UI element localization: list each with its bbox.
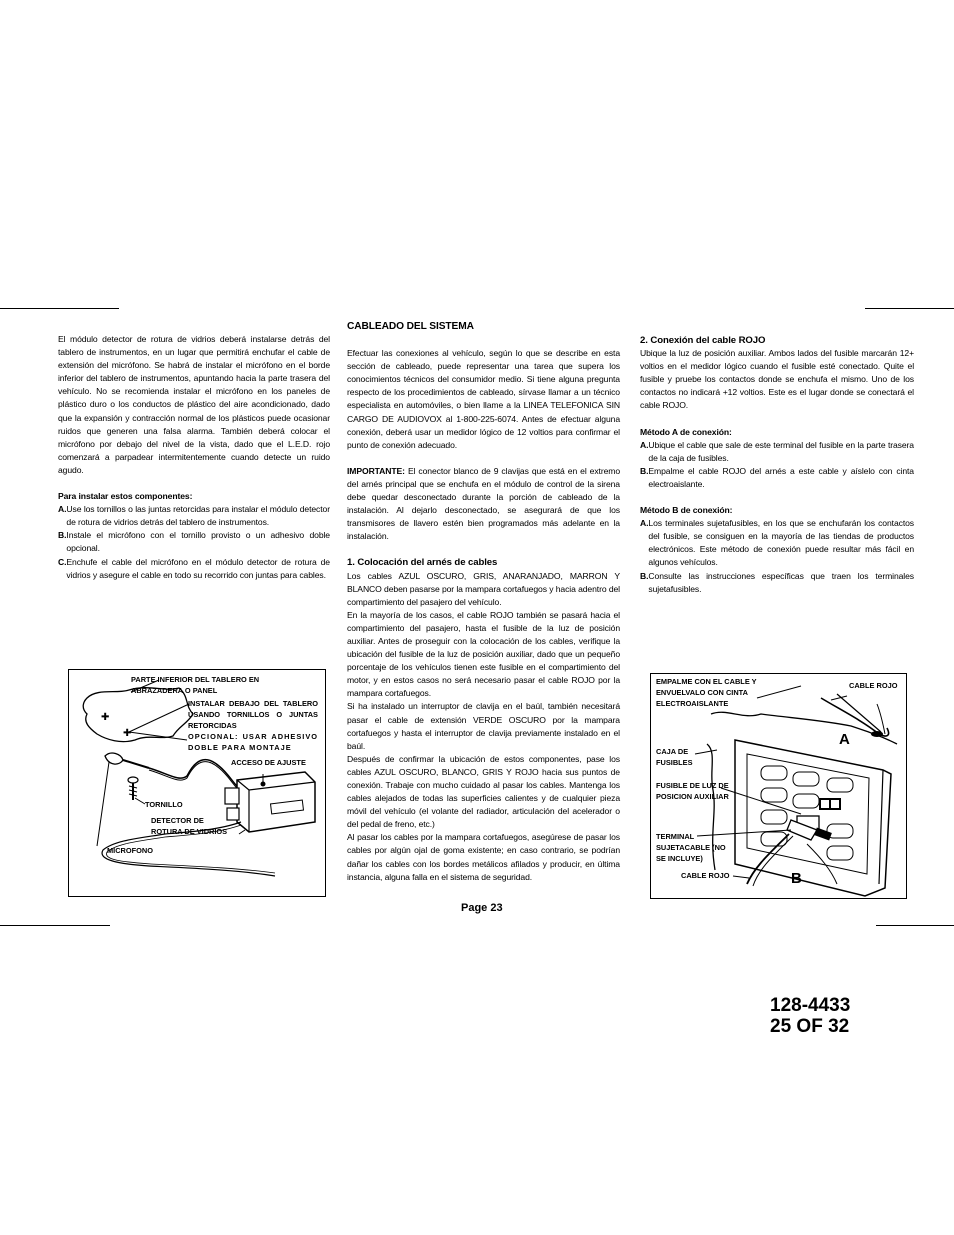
step-text: Instale el micrófono con el tornillo provisto o un adhesivo doble opcional.: [66, 530, 330, 554]
label-letter-b: B: [791, 870, 802, 887]
step-text: Consulte las instrucciones específicas que traen los terminales sujetafusibles.: [648, 570, 914, 594]
label-letter-a: A: [839, 731, 850, 748]
middle-column: [347, 320, 620, 884]
subsection-2-heading: 2. Conexión del cable ROJO: [640, 335, 766, 346]
left-intro-paragraph: El módulo detector de rotura de vidrios deberá instalarse detrás del tablero de instrumentos, en un lugar que permitirá enchufar el cable de extensión del micrófono. Se habrá de instalar el micrófono en el borde inferior del tablero de instrumentos, apuntando hacia la parte trasera del vehículo. No se recomienda instalar el micrófono en los paneles de plástico duro o los conductos de plástico del aire acondicionado, dado que la expansión y contracción normal de los plásticos puede ocasionar ruidos que generen una falsa alarma. También deberá colocar el micrófono por debajo del nivel de la vista, dado que el L.E.D. rojo comenzará a parpadear intermitentemente cuando detecte un ruido agudo.: [58, 334, 330, 475]
subsection-1-paragraph-2: En la mayoría de los casos, el cable ROJO también se pasará hacia el compartimiento del pasajero, hasta el fusible de la luz de posición auxiliar. Antes de proseguir con la colocación de los cables, verifique la ubicación del fusible de la luz de posición auxiliar, dado que un pequeño porcentaje de los vehículos tienen este fusible en el compartimiento del motor, y en estos casos no será necesario pasar el cable ROJO por la mampara cortafuegos.: [347, 609, 620, 699]
screw-mark-icon: ✚: [123, 728, 132, 739]
crop-rule-top-right: [865, 308, 954, 309]
important-text: El conector blanco de 9 clavijas que está en el extremo del arnés principal que se enchufa en el módulo de control de la sirena debe quedar desconectado durante la porción de cableado de la instalación. Al dejarlo desconectado, se asegurará de que los transmisores de llavero estén bien programados más adelante en la instalación.: [347, 465, 620, 542]
step-text: Enchufe el cable del micrófono en el módulo detector de rotura de vidrios y asegure el cable en todo su recorrido con juntas para cables.: [66, 556, 330, 580]
crop-rule-bottom-left: [0, 925, 110, 926]
microphone-shape: [105, 753, 123, 764]
method-b-step-a: [640, 517, 914, 569]
page-number: Page 23: [461, 902, 503, 914]
subsection-1-paragraph-4: Después de confirmar la ubicación de estos componentes, pase los cables AZUL OSCURO, BLANCO, GRIS Y ROJO hacia sus puntos de conexión. Trabaje con mucho cuidado al pasar los cables. Mantenga los cables alejados de todas las superficies calientes y de cualquier pieza móvil del vehículo (el volante del radiador, articulación del acelerador o del pedal de freno, etc.): [347, 753, 620, 830]
step-marker: B.: [640, 570, 649, 581]
step-marker: A.: [640, 439, 649, 450]
label-acceso: ACCESO DE AJUSTE: [231, 758, 306, 767]
label-caja: CAJA DE FUSIBLES: [656, 747, 693, 767]
right-column: [640, 334, 914, 596]
step-marker: C.: [58, 556, 67, 567]
step-text: Ubique el cable que sale de este terminal del fusible en la parte trasera de la caja de fusibles.: [648, 439, 914, 463]
step-marker: B.: [640, 465, 649, 476]
label-terminal: TERMINAL SUJETACABLE (NO SE INCLUYE): [656, 832, 726, 863]
document-number: 128-4433: [770, 995, 851, 1016]
install-step-b: [58, 529, 330, 555]
subsection-1-paragraph-5: Al pasar los cables por la mampara cortafuegos, asegúrese de pasar los cables por algún ojal de goma existente; en caso contrario, se podrían dañar los cables con los bordes metálicos afilados y producir, en última instancia, alguna falla en el sistema de seguridad.: [347, 832, 620, 882]
step-marker: A.: [58, 504, 67, 515]
method-b-step-b: [640, 570, 914, 596]
step-text: Los terminales sujetafusibles, en los que se enchufarán los contactos del fusible, se consiguen en la mayoría de las tiendas de productos electrónicos. Este método de conexión puede resultar más fácil en algunos vehículos.: [648, 518, 914, 568]
label-cable-rojo-bottom: CABLE ROJO: [681, 871, 730, 880]
fuse-box-shape: [735, 740, 891, 896]
wiring-intro-paragraph: Efectuar las conexiones al vehículo, según lo que se describe en esta sección de cableado, puede representar una tarea que supera los conocimientos técnicos del consumidor medio. Si tiene alguna pregunta respecto de los procedimientos de cableado, sírvase llamar a un técnico especialista en automóviles, o bien llame a la LINEA TELEFONICA SIN CARGO DE AUDIOVOX al 1-800-225-6074. Antes de efectuar alguna conexión, deberá usar un medidor lógico de 12 voltios para confirmar el punto de conexión adecuado.: [347, 348, 620, 450]
subsection-1-paragraph-1: Los cables AZUL OSCURO, GRIS, ANARANJADO, MARRON Y BLANCO deben pasarse por la mampara cortafuegos y hacia adentro del compartimiento del pasajero del vehículo.: [347, 570, 620, 607]
step-text: Use los tornillos o las juntas retorcidas para instalar el módulo detector de rotura de vidrios detrás del tablero de instrumentos.: [66, 504, 330, 528]
subsection-1-paragraph-3: Si ha instalado un interruptor de clavija en el baúl, también necesitará pasar el cable de extensión VERDE OSCURO por la mampara cortafuegos y hasta el interruptor de clavija previamente instalado en el baúl.: [347, 701, 620, 751]
method-b-heading: Método B de conexión:: [640, 505, 733, 516]
label-opcional: OPCIONAL: USAR ADHESIVO DOBLE PARA MONTAJE: [188, 732, 318, 752]
label-instalar: INSTALAR DEBAJO DEL TABLERO USANDO TORNILLOS O JUNTAS RETORCIDAS: [188, 699, 318, 730]
section-heading: CABLEADO DEL SISTEMA: [347, 321, 474, 332]
glass-break-detector-figure: [68, 669, 326, 897]
step-marker: B.: [58, 530, 67, 541]
install-step-c: [58, 556, 330, 582]
method-a-heading: Método A de conexión:: [640, 426, 732, 437]
label-fusible: FUSIBLE DE LUZ DE POSICION AUXILIAR: [656, 781, 729, 801]
page-of-total: 25 OF 32: [770, 1016, 850, 1037]
screw-mark-icon: ✚: [101, 712, 110, 723]
label-parte-inferior: PARTE INFERIOR DEL TABLERO EN ABRAZADERA O PANEL: [131, 675, 260, 695]
crop-rule-top-left: [0, 308, 119, 309]
method-a-step-b: [640, 465, 914, 491]
label-detector: DETECTOR DE ROTURA DE VIDRIOS: [151, 816, 228, 836]
install-heading: Para instalar estos componentes:: [58, 491, 193, 502]
subsection-2-paragraph: Ubique la luz de posición auxiliar. Ambos lados del fusible marcarán 12+ voltios en el medidor lógico cuando el fusible esté conectado. Quite el fusible y pruebe los contactos donde se enchufa el mismo. Uno de los contactos no indicará +12 voltios. Este es el lugar donde se conectará el cable ROJO.: [640, 348, 914, 411]
important-paragraph: [347, 465, 620, 544]
label-tornillo: TORNILLO: [145, 800, 183, 809]
screw-icon: [128, 777, 138, 800]
step-marker: A.: [640, 518, 649, 529]
subsection-1-heading: 1. Colocación del arnés de cables: [347, 557, 498, 569]
method-a-step-a: [640, 439, 914, 465]
important-label: IMPORTANTE:: [347, 465, 405, 476]
install-step-a: [58, 503, 330, 529]
left-column: [58, 333, 330, 582]
crop-rule-bottom-right: [876, 925, 954, 926]
label-empalme: EMPALME CON EL CABLE Y ENVUELVALO CON CINTA ELECTROAISLANTE: [656, 677, 757, 708]
label-cable-rojo-top: CABLE ROJO: [849, 681, 898, 690]
label-microfono: MICROFONO: [107, 846, 153, 855]
fuse-box-figure: [650, 673, 907, 899]
step-text: Empalme el cable ROJO del arnés a este cable y aíslelo con cinta electroaislante.: [648, 465, 914, 489]
